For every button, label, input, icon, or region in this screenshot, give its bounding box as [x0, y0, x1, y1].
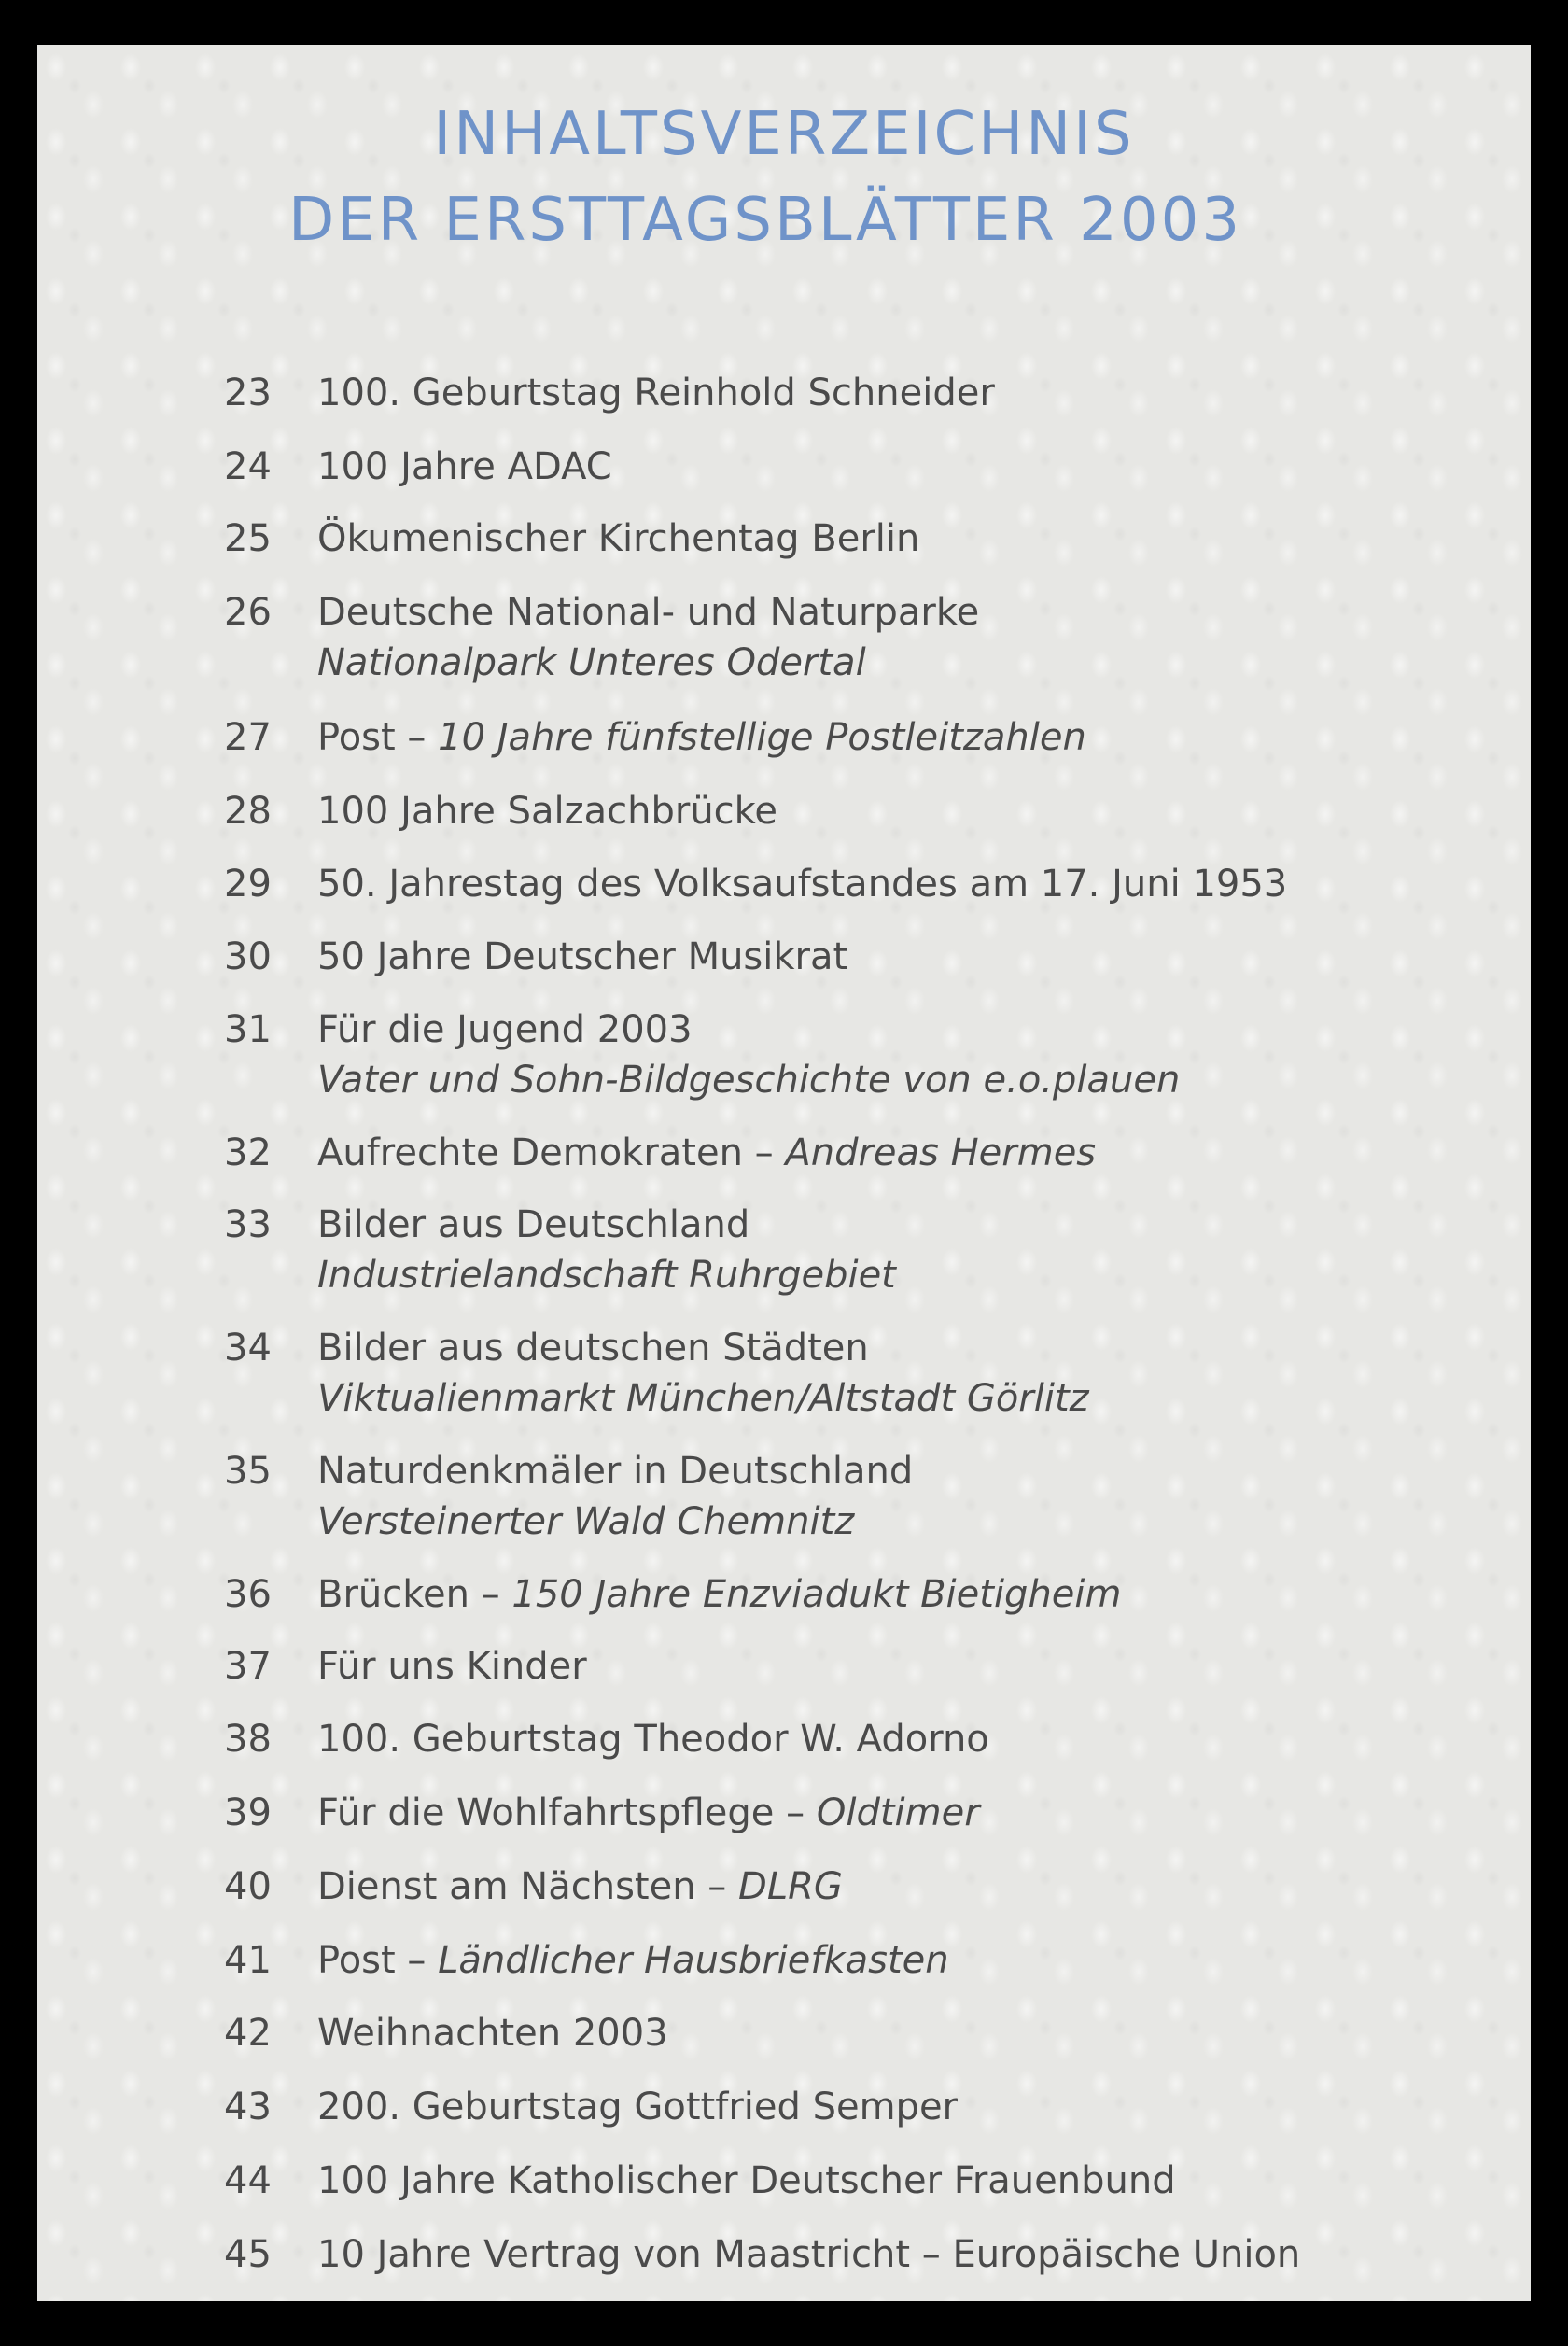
- entry-title: 100 Jahre ADAC: [317, 445, 612, 488]
- entry-title: 100. Geburtstag Theodor W. Adorno: [317, 1718, 989, 1761]
- entry-number: 26: [224, 591, 272, 634]
- toc-list: [37, 45, 1531, 2301]
- entry-number: 43: [224, 2086, 272, 2128]
- entry-title: Deutsche National- und Naturparke: [317, 591, 980, 634]
- entry-title: 50 Jahre Deutscher Musikrat: [317, 935, 848, 978]
- entry-number: 33: [224, 1203, 272, 1246]
- entry-title: Naturdenkmäler in Deutschland: [317, 1450, 914, 1493]
- entry-title: 100 Jahre Salzachbrücke: [317, 790, 778, 833]
- entry-number: 23: [224, 372, 272, 414]
- entry-title: 100. Geburtstag Reinhold Schneider: [317, 372, 995, 414]
- entry-title: Weihnachten 2003: [317, 2012, 668, 2055]
- title-line-2: DER ERSTTAGSBLÄTTER 2003: [287, 186, 1243, 255]
- entry-number: 34: [224, 1327, 272, 1370]
- entry-title: Bilder aus Deutschland: [317, 1203, 750, 1246]
- entry-subtitle: Nationalpark Unteres Odertal: [317, 641, 866, 684]
- entry-title: Ökumenischer Kirchentag Berlin: [317, 517, 920, 560]
- entry-title: 10 Jahre Vertrag von Maastricht – Europäische Union: [317, 2233, 1301, 2276]
- entry-number: 42: [224, 2012, 272, 2055]
- entry-number: 39: [224, 1791, 272, 1834]
- entry-subtitle: Versteinerter Wald Chemnitz: [317, 1500, 855, 1543]
- entry-number: 27: [224, 716, 272, 759]
- entry-number: 41: [224, 1939, 272, 1982]
- entry-number: 29: [224, 863, 272, 906]
- entry-title: Für die Wohlfahrtspflege – Oldtimer: [317, 1791, 980, 1834]
- entry-title: Brücken – 150 Jahre Enzviadukt Bietigheim: [317, 1573, 1122, 1616]
- entry-number: 35: [224, 1450, 272, 1493]
- entry-number: 37: [224, 1645, 272, 1688]
- entry-title: Für uns Kinder: [317, 1645, 587, 1688]
- entry-number: 40: [224, 1865, 272, 1908]
- entry-number: 30: [224, 935, 272, 978]
- entry-title: Post – 10 Jahre fünfstellige Postleitzahlen: [317, 716, 1086, 759]
- entry-title: 200. Geburtstag Gottfried Semper: [317, 2086, 958, 2128]
- entry-number: 31: [224, 1008, 272, 1051]
- entry-number: 28: [224, 790, 272, 833]
- entry-number: 32: [224, 1131, 272, 1174]
- document-page: [37, 45, 1531, 2301]
- entry-title: Für die Jugend 2003: [317, 1008, 693, 1051]
- entry-number: 38: [224, 1718, 272, 1761]
- entry-subtitle: Viktualienmarkt München/Altstadt Görlitz: [317, 1377, 1089, 1420]
- entry-number: 25: [224, 517, 272, 560]
- entry-title: Aufrechte Demokraten – Andreas Hermes: [317, 1131, 1097, 1174]
- entry-subtitle: Vater und Sohn-Bildgeschichte von e.o.plauen: [317, 1059, 1181, 1102]
- entry-title: 100 Jahre Katholischer Deutscher Frauenbund: [317, 2159, 1176, 2202]
- entry-title: Dienst am Nächsten – DLRG: [317, 1865, 843, 1908]
- entry-title: Post – Ländlicher Hausbriefkasten: [317, 1939, 949, 1982]
- entry-number: 44: [224, 2159, 272, 2202]
- title-line-1: INHALTSVERZEICHNIS: [433, 100, 1135, 169]
- entry-number: 36: [224, 1573, 272, 1616]
- entry-subtitle: Industrielandschaft Ruhrgebiet: [317, 1254, 896, 1297]
- entry-title: Bilder aus deutschen Städten: [317, 1327, 869, 1370]
- entry-title: 50. Jahrestag des Volksaufstandes am 17. Juni 1953: [317, 863, 1288, 906]
- entry-number: 45: [224, 2233, 272, 2276]
- entry-number: 24: [224, 445, 272, 488]
